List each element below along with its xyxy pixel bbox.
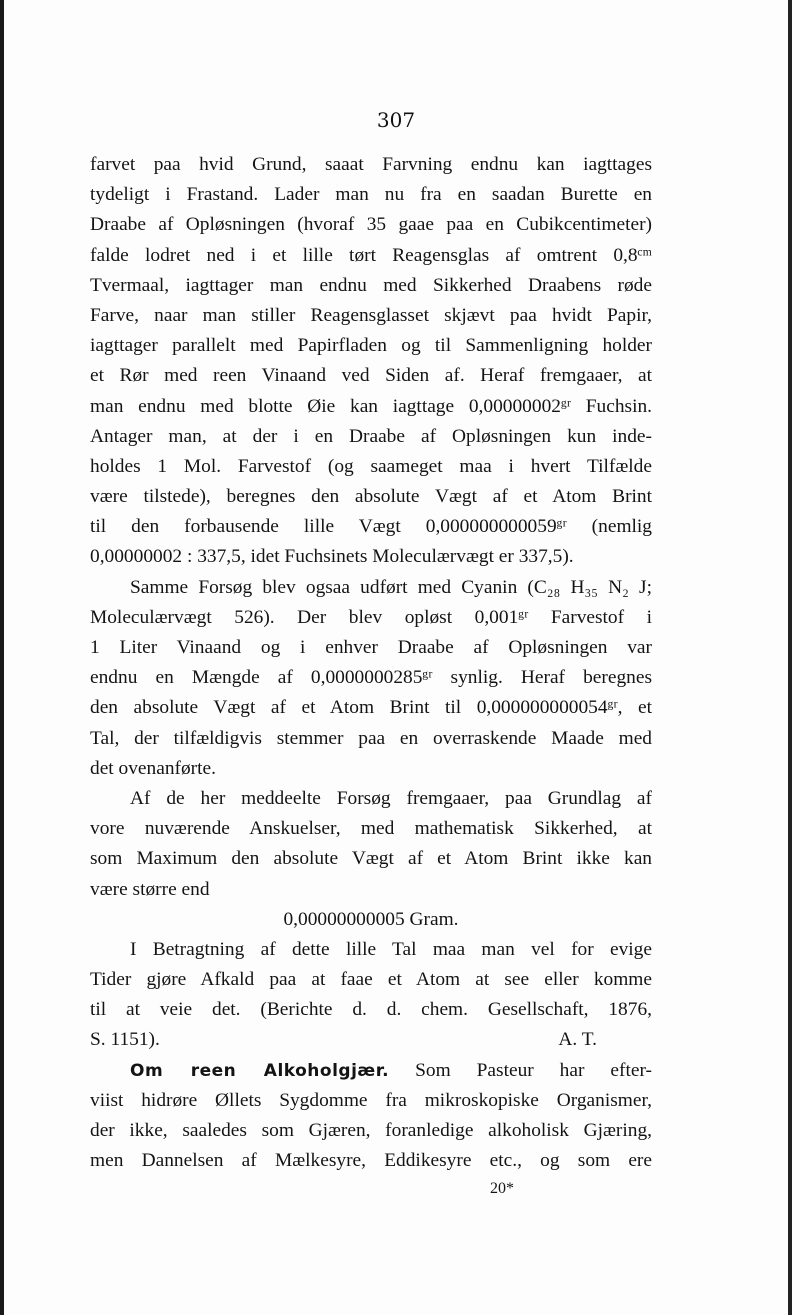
text-line: Farve, naar man stiller Reagensglasset skjævt paa hvidt Papir, [90,304,652,326]
text-line: være større end [90,878,210,900]
text-line: 0,00000002 : 337,5, idet Fuchsinets Moleculærvægt er 337,5). [90,546,574,568]
text-line: Tider gjøre Afkald paa at faae et Atom at see eller komme [90,969,652,991]
text-line: S. 1151). [90,1029,160,1051]
text-line-rest: Som Pasteur har efter- [415,1059,652,1081]
text-line: tydeligt i Frastand. Lader man nu fra en saadan Burette en [90,184,652,206]
text-line [90,1056,652,1086]
text-line: Af de her meddeelte Forsøg fremgaaer, paa Grundlag af [130,787,652,809]
text-line-with-signature [90,1025,652,1055]
text-line: I Betragtning af dette lille Tal maa man vel for evige [130,938,652,960]
page-number: 307 [376,108,416,132]
text-line: Tvermaal, iagttager man endnu med Sikkerhed Draabens røde [90,274,652,296]
text-line: den absolute Vægt af et Atom Brint til 0,000000000054ᵍʳ, et [90,697,652,719]
text-line: farvet paa hvid Grund, saaat Farvning endnu kan iagttages [90,154,652,175]
formula-line: 0,00000000005 Gram. [283,908,459,930]
text-line: endnu en Mængde af 0,0000000285ᵍʳ synlig. Heraf beregnes [90,667,652,689]
author-initials: A. T. [558,1029,597,1051]
text-line: der ikke, saaledes som Gjæren, foranledige alkoholisk Gjæring, [90,1120,652,1141]
text-line: viist hidrøre Øllets Sygdomme fra mikroskopiske Organismer, [90,1089,652,1111]
text-line: Antager man, at der i en Draabe af Opløsningen kun inde- [90,425,652,447]
text-line: det ovenanførte. [90,757,216,779]
text-line: men Dannelsen af Mælkesyre, Eddikesyre etc., og som ere [90,1150,652,1172]
text-line: Moleculærvægt 526). Der blev opløst 0,001ᵍʳ Farvestof i [90,606,652,628]
text-line: til den forbausende lille Vægt 0,000000000059ᵍʳ (nemlig [90,516,652,538]
text-line: et Rør med reen Vinaand ved Siden af. Heraf fremgaaer, at [90,365,652,387]
text-line: Samme Forsøg blev ogsaa udført med Cyanin (C₂₈ H₃₅ N₂ J; [130,576,652,598]
text-line: holdes 1 Mol. Farvestof (og saameget maa i hvert Tilfælde [90,455,652,477]
text-line: til at veie det. (Berichte d. d. chem. Gesellschaft, 1876, [90,999,652,1021]
text-line: iagttager parallelt med Papirfladen og til Sammenligning holder [90,335,652,357]
text-line: være tilstede), beregnes den absolute Vægt af et Atom Brint [90,486,652,508]
body-text [90,150,652,1176]
text-line: som Maximum den absolute Vægt af et Atom Brint ikke kan [90,848,652,870]
text-line: man endnu med blotte Øie kan iagttage 0,00000002ᵍʳ Fuchsin. [90,395,652,417]
text-line: 1 Liter Vinaand og i enhver Draabe af Opløsningen var [90,637,652,658]
section-heading: Om reen Alkoholgjær. [130,1060,390,1081]
signature-marker: 20* [490,1180,514,1197]
text-line: vore nuværende Anskuelser, med mathematisk Sikkerhed, at [90,818,652,840]
text-line: Tal, der tilfældigvis stemmer paa en overraskende Maade med [90,727,652,749]
text-line: falde lodret ned i et lille tørt Reagensglas af omtrent 0,8ᶜᵐ [90,244,652,266]
page-edge-left [0,0,4,1315]
text-line: Draabe af Opløsningen (hvoraf 35 gaae paa en Cubikcentimeter) [90,214,652,236]
page-edge-right [788,0,792,1315]
